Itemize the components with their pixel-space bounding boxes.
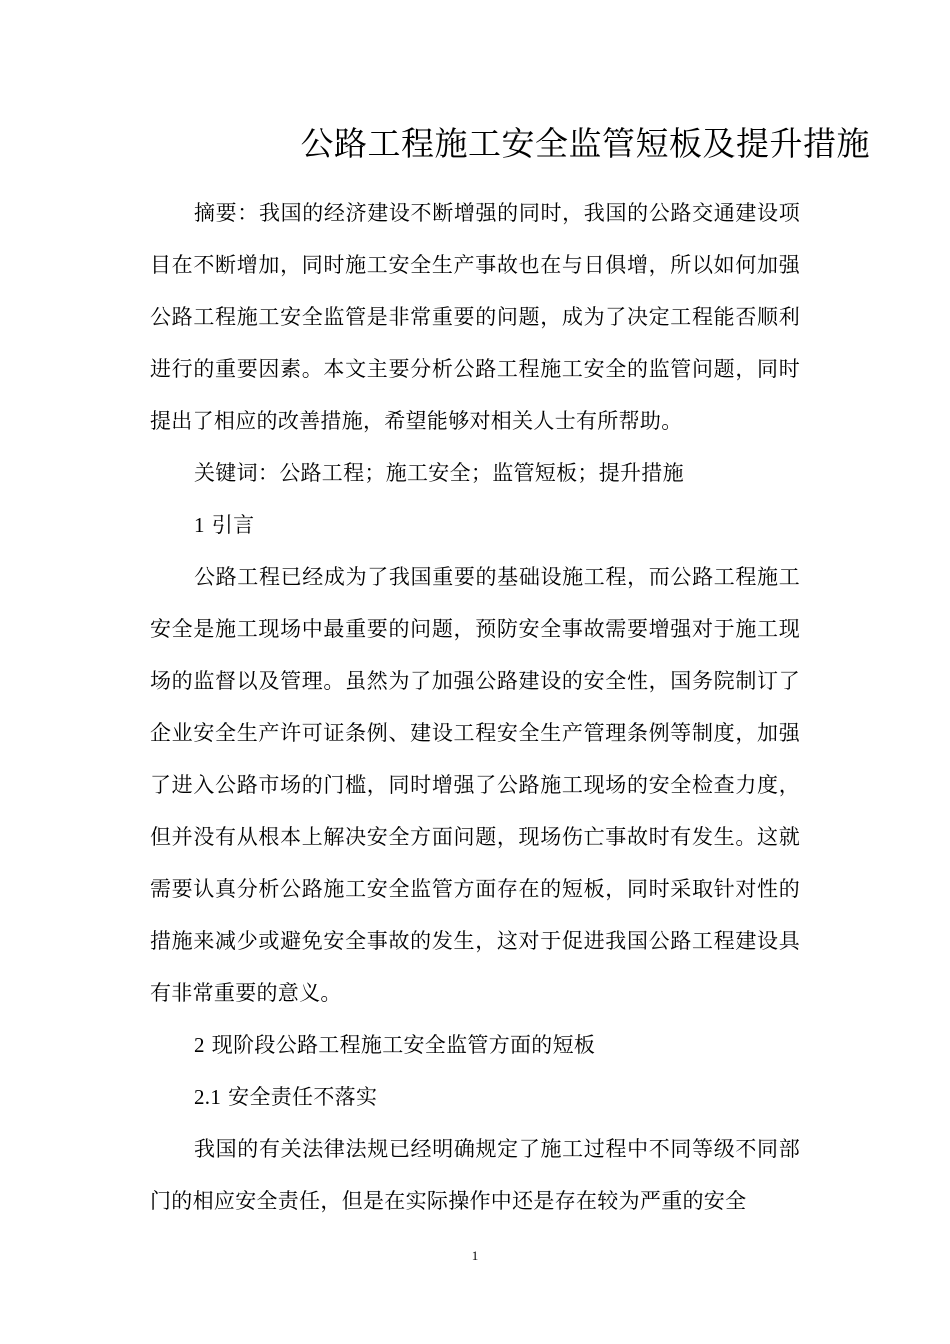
section-1-paragraph: 公路工程已经成为了我国重要的基础设施工程，而公路工程施工安全是施工现场中最重要的问题，预防安全事故需要增强对于施工现场的监督以及管理。虽然为了加强公路建设的安全性，国务院制订了企业安全生产许可证条例、建设工程安全生产管理条例等制度，加强了进入公路市场的门槛，同时增强了公路施工现场的安全检查力度，但并没有从根本上解决安全方面问题，现场伤亡事故时有发生。这就需要认真分析公路施工安全监管方面存在的短板，同时采取针对性的措施来减少或避免安全事故的发生，这对于促进我国公路工程建设具有非常重要的意义。 [150,565,800,1005]
keywords-paragraph: 关键词：公路工程；施工安全；监管短板；提升措施 [194,461,684,485]
section-2-heading [150,1019,800,1071]
section-2-1-title: 安全责任不落实 [228,1085,378,1109]
section-1-heading [150,499,800,551]
page-number: 1 [471,1248,479,1263]
abstract-paragraph: 摘要：我国的经济建设不断增强的同时，我国的公路交通建设项目在不断增加，同时施工安全生产事故也在与日俱增，所以如何加强公路工程施工安全监管是非常重要的问题，成为了决定工程能否顺利进行的重要因素。本文主要分析公路工程施工安全的监管问题，同时提出了相应的改善措施，希望能够对相关人士有所帮助。 [150,201,800,433]
document-body [150,187,800,1227]
section-2-number: 2 [194,1033,205,1057]
section-1-number: 1 [194,513,205,537]
section-2-title: 现阶段公路工程施工安全监管方面的短板 [211,1033,596,1057]
section-2-1-paragraph: 我国的有关法律法规已经明确规定了施工过程中不同等级不同部门的相应安全责任，但是在实际操作中还是存在较为严重的安全 [150,1137,800,1213]
section-2-1-number: 2.1 [194,1085,222,1109]
document-title: 公路工程施工安全监管短板及提升措施 [300,124,870,163]
section-2-1-heading [150,1071,800,1123]
section-1-title: 引言 [211,513,255,537]
